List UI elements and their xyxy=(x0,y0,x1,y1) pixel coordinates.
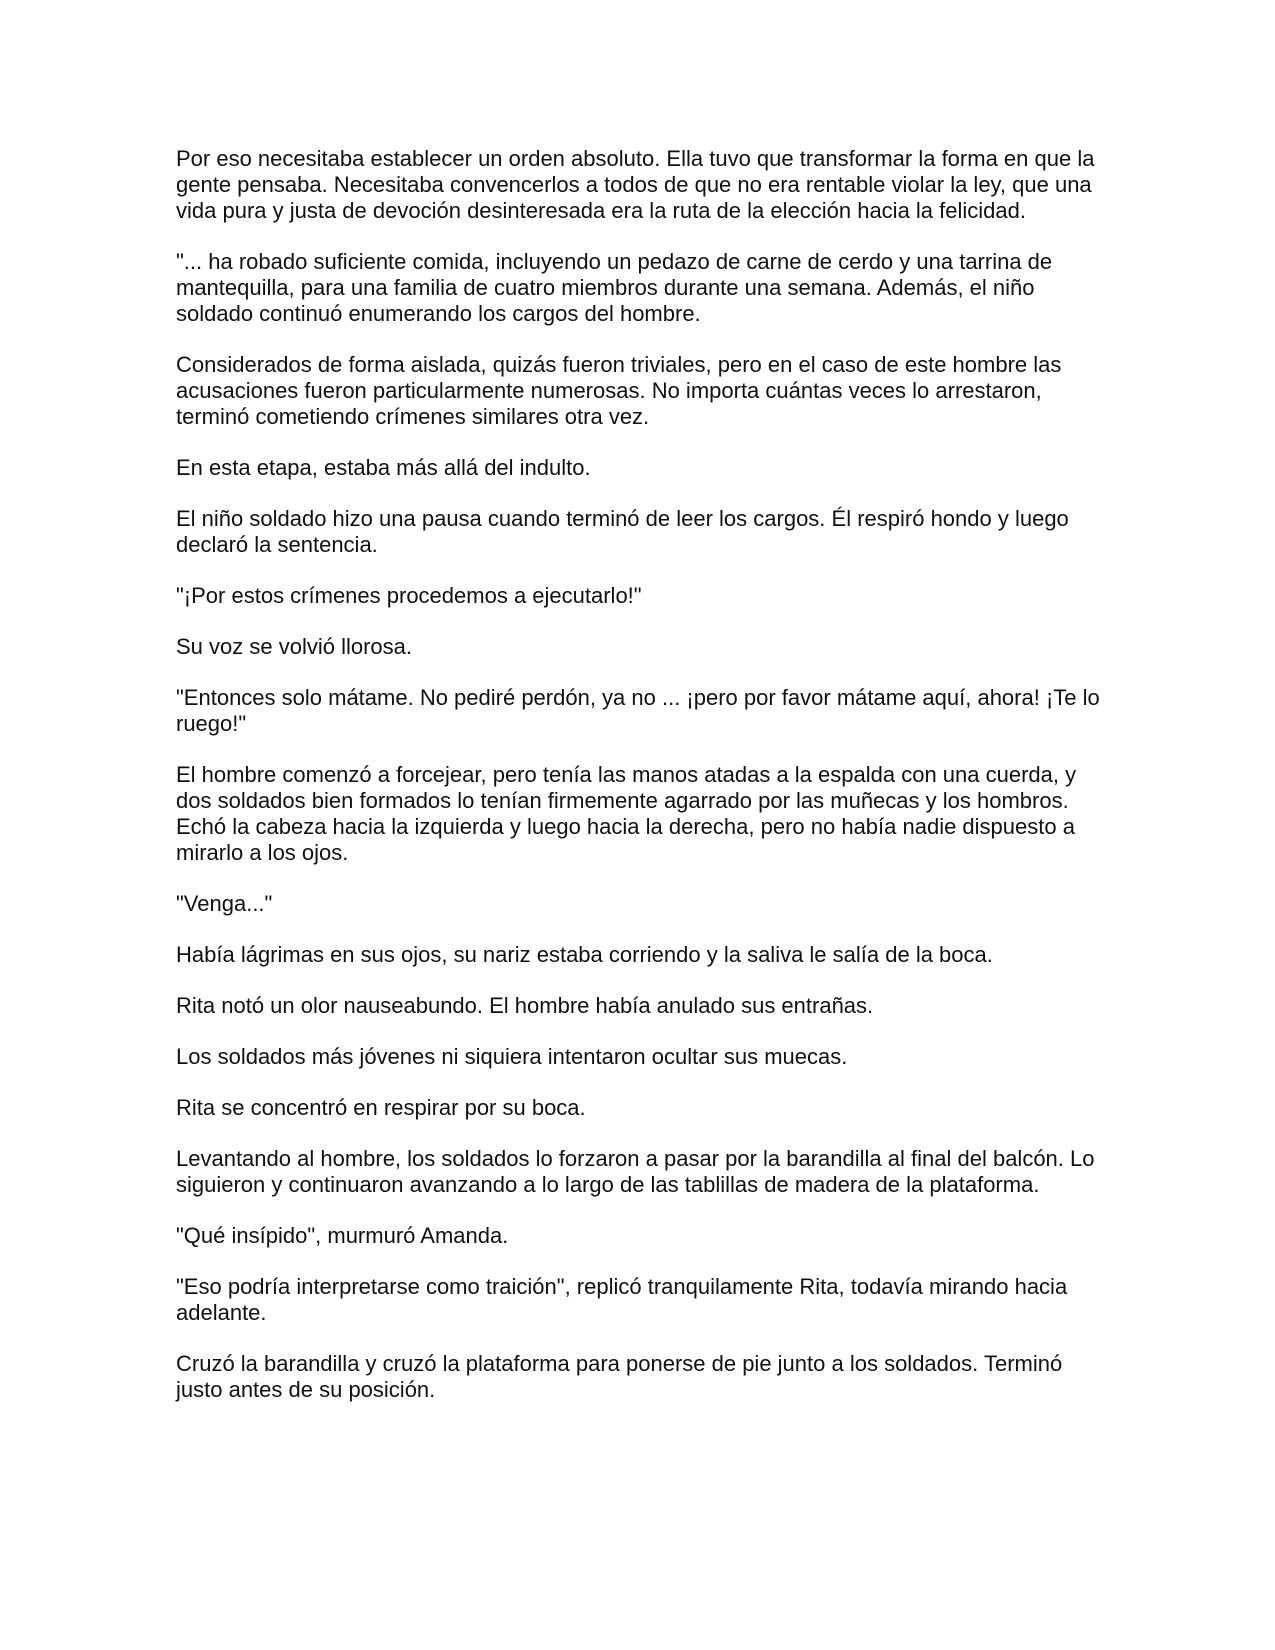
paragraph-17: "Eso podría interpretarse como traición", replicó tranquilamente Rita, todavía mirando hacia adelante. xyxy=(176,1274,1068,1325)
paragraph-4: En esta etapa, estaba más allá del indulto. xyxy=(176,455,591,480)
paragraph-14: Rita se concentró en respirar por su boca. xyxy=(176,1095,586,1120)
paragraph-11: Había lágrimas en sus ojos, su nariz estaba corriendo y la saliva le salía de la boca. xyxy=(176,942,993,967)
paragraph-8: "Entonces solo mátame. No pediré perdón, ya no ... ¡pero por favor mátame aquí, ahora! ¡Te lo ruego!" xyxy=(176,685,1100,736)
paragraph-6: "¡Por estos crímenes procedemos a ejecutarlo!" xyxy=(176,583,642,608)
paragraph-7: Su voz se volvió llorosa. xyxy=(176,634,412,659)
paragraph-12: Rita notó un olor nauseabundo. El hombre había anulado sus entrañas. xyxy=(176,993,874,1018)
paragraph-18: Cruzó la barandilla y cruzó la plataforma para ponerse de pie junto a los soldados. Terminó justo antes de su posición. xyxy=(176,1351,1063,1402)
paragraph-15: Levantando al hombre, los soldados lo forzaron a pasar por la barandilla al final del balcón. Lo siguieron y continuaron avanzando a lo largo de las tablillas de madera de la plataforma. xyxy=(176,1146,1095,1197)
paragraph-5: El niño soldado hizo una pausa cuando terminó de leer los cargos. Él respiró hondo y luego declaró la sentencia. xyxy=(176,506,1069,557)
paragraph-10: "Venga..." xyxy=(176,891,273,916)
paragraph-16: "Qué insípido", murmuró Amanda. xyxy=(176,1223,509,1248)
paragraph-2: "... ha robado suficiente comida, incluyendo un pedazo de carne de cerdo y una tarrina de mantequilla, para una familia de cuatro miembros durante una semana. Además, el niño soldado continuó enumerando los cargos del hombre. xyxy=(176,249,1053,326)
paragraph-1: Por eso necesitaba establecer un orden absoluto. Ella tuvo que transformar la forma en que la gente pensaba. Necesitaba convencerlos a todos de que no era rentable violar la ley, que una vida pura y justa de devoción desinteresada era la ruta de la elección hacia la felicidad. xyxy=(176,146,1095,223)
paragraph-13: Los soldados más jóvenes ni siquiera intentaron ocultar sus muecas. xyxy=(176,1044,848,1069)
paragraph-9: El hombre comenzó a forcejear, pero tenía las manos atadas a la espalda con una cuerda, y dos soldados bien formados lo tenían firmemente agarrado por las muñecas y los hombros. Echó la cabeza hacia la izquierda y luego hacia la derecha, pero no había nadie dispuesto a mirarlo a los ojos. xyxy=(176,762,1077,865)
paragraph-3: Considerados de forma aislada, quizás fueron triviales, pero en el caso de este hombre las acusaciones fueron particularmente numerosas. No importa cuántas veces lo arrestaron, terminó cometiendo crímenes similares otra vez. xyxy=(176,352,1062,429)
body-text xyxy=(176,146,1106,1428)
